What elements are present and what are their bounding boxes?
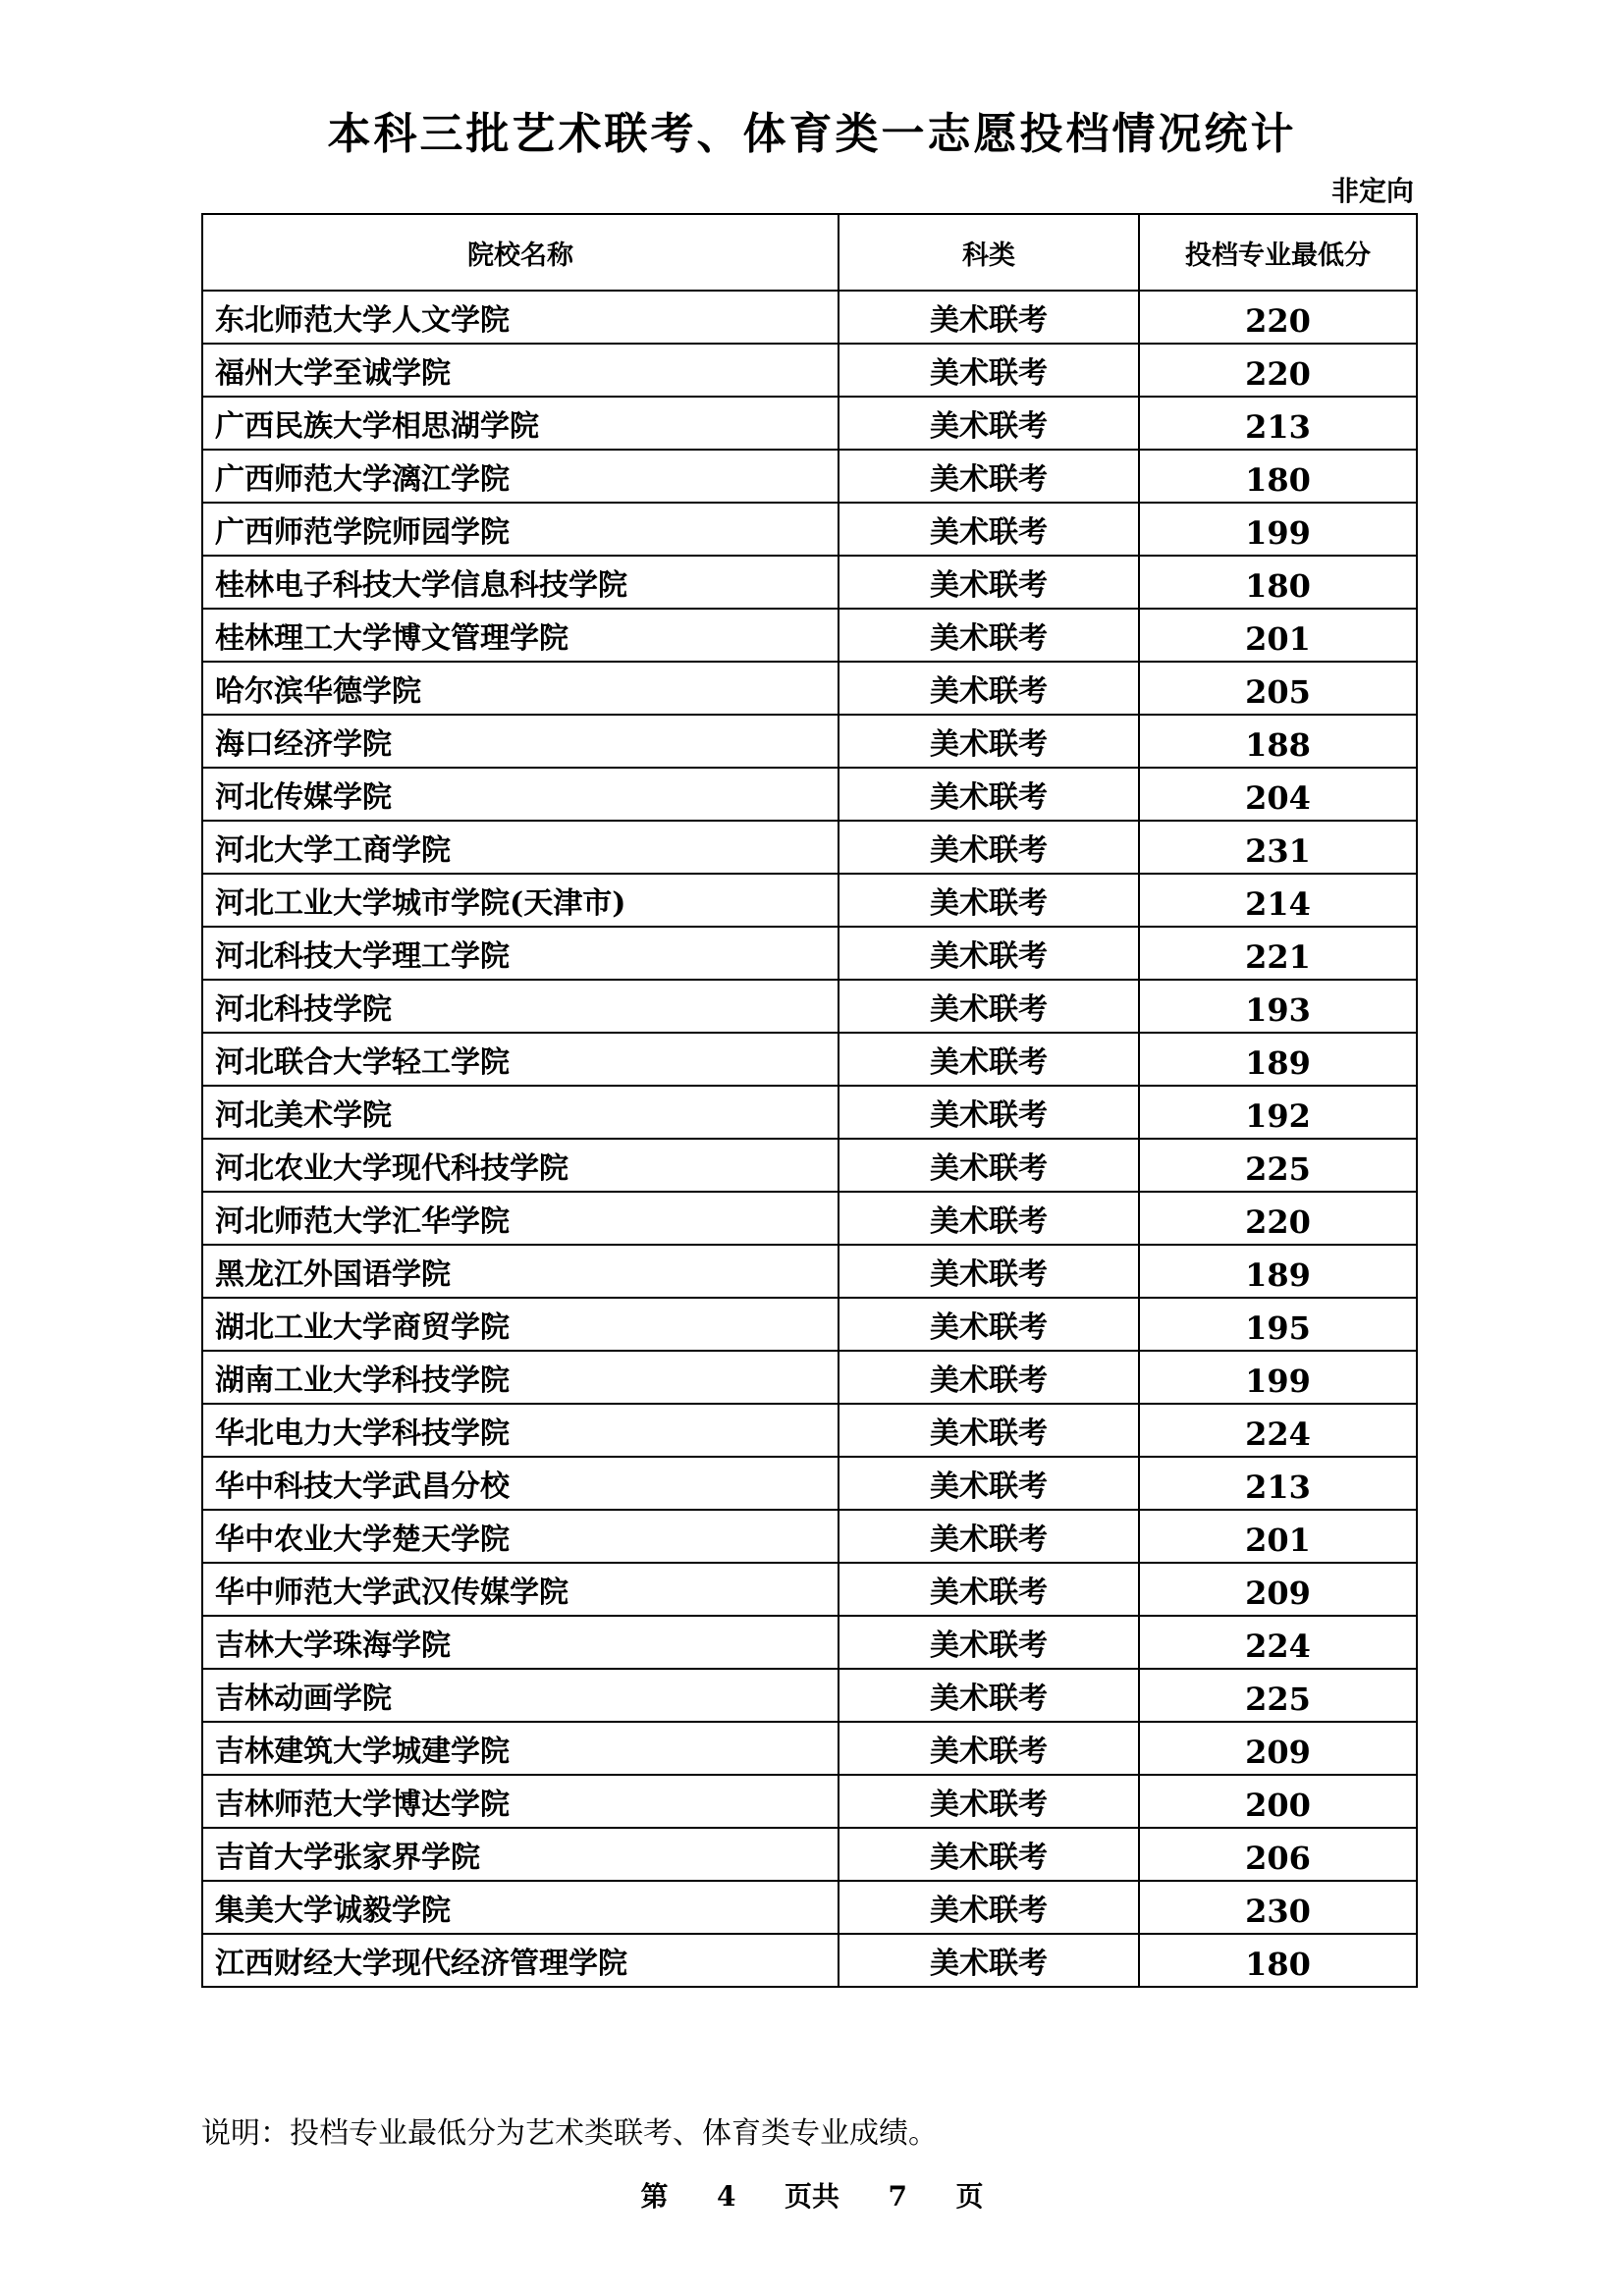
- category-cell: 美术联考: [839, 1722, 1139, 1775]
- category-cell: 美术联考: [839, 1775, 1139, 1828]
- category-cell: 美术联考: [839, 1563, 1139, 1616]
- school-name-cell: 华北电力大学科技学院: [202, 1404, 839, 1457]
- table-row: [202, 768, 1417, 821]
- table-row: [202, 1139, 1417, 1192]
- header-school-name: 院校名称: [202, 214, 839, 291]
- table-row: [202, 397, 1417, 450]
- min-score-cell: 189: [1139, 1245, 1417, 1298]
- header-category: 科类: [839, 214, 1139, 291]
- page-total: 7: [888, 2180, 907, 2213]
- min-score-cell: 201: [1139, 1510, 1417, 1563]
- category-cell: 美术联考: [839, 1510, 1139, 1563]
- min-score-cell: 225: [1139, 1139, 1417, 1192]
- min-score-cell: 195: [1139, 1298, 1417, 1351]
- min-score-cell: 225: [1139, 1669, 1417, 1722]
- min-score-cell: 209: [1139, 1563, 1417, 1616]
- school-name-cell: 桂林理工大学博文管理学院: [202, 609, 839, 662]
- school-name-cell: 吉林师范大学博达学院: [202, 1775, 839, 1828]
- page-prefix: 第: [640, 2180, 669, 2213]
- school-name-cell: 福州大学至诚学院: [202, 344, 839, 397]
- school-name-cell: 广西师范学院师园学院: [202, 503, 839, 556]
- table-row: [202, 1563, 1417, 1616]
- school-name-cell: 桂林电子科技大学信息科技学院: [202, 556, 839, 609]
- table-row: [202, 1086, 1417, 1139]
- table-row: [202, 1934, 1417, 1987]
- school-name-cell: 集美大学诚毅学院: [202, 1881, 839, 1934]
- category-cell: 美术联考: [839, 1457, 1139, 1510]
- school-name-cell: 湖南工业大学科技学院: [202, 1351, 839, 1404]
- table-row: [202, 927, 1417, 980]
- school-name-cell: 河北大学工商学院: [202, 821, 839, 874]
- table-row: [202, 1510, 1417, 1563]
- school-name-cell: 河北科技学院: [202, 980, 839, 1033]
- table-row: [202, 344, 1417, 397]
- school-name-cell: 吉林建筑大学城建学院: [202, 1722, 839, 1775]
- category-cell: 美术联考: [839, 1404, 1139, 1457]
- category-cell: 美术联考: [839, 291, 1139, 344]
- table-row: [202, 1616, 1417, 1669]
- category-cell: 美术联考: [839, 1934, 1139, 1987]
- min-score-cell: 213: [1139, 397, 1417, 450]
- min-score-cell: 213: [1139, 1457, 1417, 1510]
- table-row: [202, 556, 1417, 609]
- table-row: [202, 1722, 1417, 1775]
- min-score-cell: 188: [1139, 715, 1417, 768]
- table-row: [202, 1828, 1417, 1881]
- table-row: [202, 1881, 1417, 1934]
- min-score-cell: 230: [1139, 1881, 1417, 1934]
- category-cell: 美术联考: [839, 1351, 1139, 1404]
- min-score-cell: 180: [1139, 450, 1417, 503]
- min-score-cell: 189: [1139, 1033, 1417, 1086]
- category-cell: 美术联考: [839, 715, 1139, 768]
- category-cell: 美术联考: [839, 344, 1139, 397]
- school-name-cell: 河北工业大学城市学院(天津市): [202, 874, 839, 927]
- school-name-cell: 广西师范大学漓江学院: [202, 450, 839, 503]
- min-score-cell: 205: [1139, 662, 1417, 715]
- table-row: [202, 1457, 1417, 1510]
- min-score-cell: 192: [1139, 1086, 1417, 1139]
- school-name-cell: 哈尔滨华德学院: [202, 662, 839, 715]
- category-cell: 美术联考: [839, 1139, 1139, 1192]
- category-cell: 美术联考: [839, 450, 1139, 503]
- category-cell: 美术联考: [839, 1086, 1139, 1139]
- table-row: [202, 1298, 1417, 1351]
- page-middle: 页共: [784, 2180, 839, 2213]
- admission-table: [201, 213, 1418, 1988]
- category-tag: 非定向: [1330, 175, 1414, 207]
- min-score-cell: 200: [1139, 1775, 1417, 1828]
- min-score-cell: 220: [1139, 344, 1417, 397]
- min-score-cell: 209: [1139, 1722, 1417, 1775]
- table-row: [202, 450, 1417, 503]
- category-cell: 美术联考: [839, 980, 1139, 1033]
- table-row: [202, 662, 1417, 715]
- min-score-cell: 220: [1139, 291, 1417, 344]
- school-name-cell: 海口经济学院: [202, 715, 839, 768]
- page-suffix: 页: [955, 2180, 984, 2213]
- category-cell: 美术联考: [839, 1033, 1139, 1086]
- school-name-cell: 广西民族大学相思湖学院: [202, 397, 839, 450]
- category-cell: 美术联考: [839, 1298, 1139, 1351]
- category-cell: 美术联考: [839, 1828, 1139, 1881]
- school-name-cell: 黑龙江外国语学院: [202, 1245, 839, 1298]
- school-name-cell: 河北传媒学院: [202, 768, 839, 821]
- school-name-cell: 吉林大学珠海学院: [202, 1616, 839, 1669]
- min-score-cell: 221: [1139, 927, 1417, 980]
- table-row: [202, 874, 1417, 927]
- category-cell: 美术联考: [839, 556, 1139, 609]
- category-cell: 美术联考: [839, 1245, 1139, 1298]
- table-row: [202, 1033, 1417, 1086]
- category-cell: 美术联考: [839, 927, 1139, 980]
- min-score-cell: 180: [1139, 1934, 1417, 1987]
- min-score-cell: 180: [1139, 556, 1417, 609]
- min-score-cell: 193: [1139, 980, 1417, 1033]
- table-row: [202, 1351, 1417, 1404]
- school-name-cell: 华中师范大学武汉传媒学院: [202, 1563, 839, 1616]
- school-name-cell: 华中农业大学楚天学院: [202, 1510, 839, 1563]
- min-score-cell: 201: [1139, 609, 1417, 662]
- table-row: [202, 980, 1417, 1033]
- category-cell: 美术联考: [839, 1881, 1139, 1934]
- min-score-cell: 231: [1139, 821, 1417, 874]
- table-header-row: [202, 214, 1417, 291]
- min-score-cell: 220: [1139, 1192, 1417, 1245]
- table-row: [202, 503, 1417, 556]
- page-indicator: [0, 2175, 1624, 2215]
- table-row: [202, 715, 1417, 768]
- school-name-cell: 吉林动画学院: [202, 1669, 839, 1722]
- page-current: 4: [717, 2180, 736, 2213]
- table-row: [202, 821, 1417, 874]
- school-name-cell: 东北师范大学人文学院: [202, 291, 839, 344]
- min-score-cell: 214: [1139, 874, 1417, 927]
- category-cell: 美术联考: [839, 821, 1139, 874]
- school-name-cell: 河北师范大学汇华学院: [202, 1192, 839, 1245]
- category-cell: 美术联考: [839, 1669, 1139, 1722]
- table-row: [202, 1775, 1417, 1828]
- header-min-score: 投档专业最低分: [1139, 214, 1417, 291]
- min-score-cell: 224: [1139, 1616, 1417, 1669]
- category-cell: 美术联考: [839, 609, 1139, 662]
- min-score-cell: 199: [1139, 1351, 1417, 1404]
- table-row: [202, 1245, 1417, 1298]
- category-cell: 美术联考: [839, 662, 1139, 715]
- category-cell: 美术联考: [839, 768, 1139, 821]
- school-name-cell: 华中科技大学武昌分校: [202, 1457, 839, 1510]
- school-name-cell: 江西财经大学现代经济管理学院: [202, 1934, 839, 1987]
- school-name-cell: 河北科技大学理工学院: [202, 927, 839, 980]
- min-score-cell: 204: [1139, 768, 1417, 821]
- table-body: [202, 291, 1417, 1987]
- school-name-cell: 河北联合大学轻工学院: [202, 1033, 839, 1086]
- table-row: [202, 1669, 1417, 1722]
- school-name-cell: 河北农业大学现代科技学院: [202, 1139, 839, 1192]
- table-row: [202, 609, 1417, 662]
- category-cell: 美术联考: [839, 1616, 1139, 1669]
- document-title: 本科三批艺术联考、体育类一志愿投档情况统计: [327, 109, 1297, 159]
- school-name-cell: 吉首大学张家界学院: [202, 1828, 839, 1881]
- footnote: 说明：投档专业最低分为艺术类联考、体育类专业成绩。: [201, 2116, 938, 2151]
- category-cell: 美术联考: [839, 1192, 1139, 1245]
- min-score-cell: 199: [1139, 503, 1417, 556]
- min-score-cell: 206: [1139, 1828, 1417, 1881]
- table-row: [202, 1192, 1417, 1245]
- category-cell: 美术联考: [839, 397, 1139, 450]
- category-cell: 美术联考: [839, 874, 1139, 927]
- school-name-cell: 河北美术学院: [202, 1086, 839, 1139]
- table-row: [202, 291, 1417, 344]
- table-row: [202, 1404, 1417, 1457]
- min-score-cell: 224: [1139, 1404, 1417, 1457]
- category-cell: 美术联考: [839, 503, 1139, 556]
- school-name-cell: 湖北工业大学商贸学院: [202, 1298, 839, 1351]
